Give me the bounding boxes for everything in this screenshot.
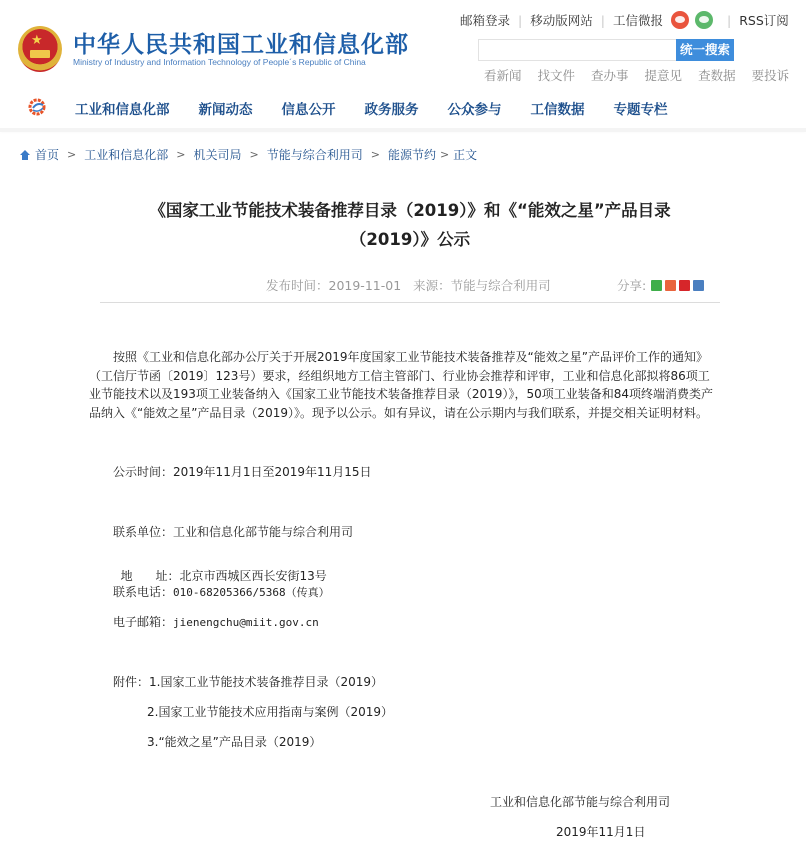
signature-org: 工业和信息化部节能与综合利用司 <box>490 795 671 809</box>
main-nav <box>0 88 806 128</box>
publicity-period-value: 2019年11月1日至2019年11月15日 <box>173 465 372 479</box>
search-input[interactable] <box>479 41 675 61</box>
nav-item-miit[interactable]: 工业和信息化部 <box>75 102 170 118</box>
nav-item-public-participation[interactable]: 公众参与 <box>447 102 502 118</box>
phone-value: 010-68205366/5368（传真） <box>173 586 330 599</box>
email-label: 电子邮箱： <box>113 615 174 629</box>
breadcrumb-home[interactable]: 首页 <box>35 148 60 162</box>
publicity-period-label: 公示时间： <box>113 465 174 479</box>
attachment-link-2[interactable]: 2.国家工业节能技术应用指南与案例（2019） <box>147 705 393 719</box>
contact-unit <box>113 523 353 540</box>
unified-search-button[interactable]: 统一搜索 <box>676 39 734 61</box>
publicity-period <box>113 463 372 480</box>
article-title-line2: （2019）》公示 <box>349 230 471 249</box>
mobile-site-link[interactable]: 移动版网站 <box>530 13 593 28</box>
address <box>113 553 327 584</box>
breadcrumb-energy-dept[interactable]: 节能与综合利用司 <box>266 148 363 162</box>
address-value: 北京市西城区西长安街13号 <box>179 569 327 583</box>
mail-login-link[interactable]: 邮箱登录 <box>460 13 511 28</box>
breadcrumb-miit[interactable]: 工业和信息化部 <box>84 148 169 162</box>
quick-link-news[interactable]: 看新闻 <box>484 68 522 83</box>
divider: | <box>600 12 605 28</box>
renren-share-icon[interactable] <box>679 280 690 291</box>
social-links <box>671 11 719 29</box>
nav-item-data[interactable]: 工信数据 <box>530 102 585 118</box>
site-subtitle: Ministry of Industry and Information Technology of People´s Republic of China <box>73 57 366 67</box>
share-label: 分享: <box>617 278 647 293</box>
breadcrumb-departments[interactable]: 机关司局 <box>193 148 242 162</box>
breadcrumb-separator: > <box>67 148 77 161</box>
divider: | <box>726 12 732 28</box>
attachment-link-3[interactable]: 3.“能效之星”产品目录（2019） <box>147 735 322 749</box>
attachment-1 <box>113 673 383 690</box>
site-title[interactable]: 中华人民共和国工业和信息化部 <box>73 32 409 58</box>
breadcrumb-separator: > <box>370 148 380 161</box>
top-links <box>460 11 789 29</box>
breadcrumb-current: 正文 <box>453 148 478 162</box>
weibo-share-icon[interactable] <box>665 280 676 291</box>
phone-label: 联系电话： <box>113 585 174 599</box>
weibao-link[interactable]: 工信微报 <box>612 13 663 28</box>
qq-share-icon[interactable] <box>693 280 704 291</box>
quick-link-feedback[interactable]: 提意见 <box>644 68 683 83</box>
nav-divider <box>0 128 806 132</box>
home-icon <box>19 149 31 161</box>
breadcrumb-separator: > <box>439 148 450 161</box>
nav-items <box>75 98 697 118</box>
email-value[interactable]: jienengchu@miit.gov.cn <box>173 616 319 629</box>
wechat-share-icon[interactable] <box>651 280 662 291</box>
contact-unit-label: 联系单位： <box>113 525 174 539</box>
wechat-icon[interactable] <box>695 11 713 29</box>
article-meta <box>266 276 559 294</box>
weibo-icon[interactable] <box>671 11 689 29</box>
nav-item-info-disclosure[interactable]: 信息公开 <box>281 102 336 118</box>
article-title-line1: 《国家工业节能技术装备推荐目录（2019）》和《“能效之星”产品目录 <box>149 201 671 220</box>
meta-divider <box>100 302 720 303</box>
breadcrumb-energy-saving[interactable]: 能源节约 <box>387 148 436 162</box>
article-body-paragraph: 按照《工业和信息化部办公厅关于开展2019年度国家工业节能技术装备推荐及“能效之星”产品评价工作的通知》（工信厅节函〔2019〕123号）要求，经组织地方工信主管部门、行业协会推荐和评审，工业和信息化部拟将86项工业节能技术以及193项工业装备纳入《国家工业节能技术装备推荐目录（2019）》，50项工业装备和84项终端消费类产品纳入《“能效之星”产品目录（2019）》。现予以公示。如有异议，请在公示期内与我们联系，并提交相关证明材料。 <box>89 350 713 420</box>
quick-link-services[interactable]: 查办事 <box>591 68 629 83</box>
nav-item-special-topics[interactable]: 专题专栏 <box>613 102 668 118</box>
quick-link-documents[interactable]: 找文件 <box>537 68 576 83</box>
signature-date: 2019年11月1日 <box>556 825 646 839</box>
phone <box>113 583 330 600</box>
quick-links <box>484 66 805 84</box>
nav-item-news[interactable]: 新闻动态 <box>198 102 253 118</box>
breadcrumb-separator: > <box>249 148 259 161</box>
divider: | <box>518 12 523 28</box>
quick-link-data[interactable]: 查数据 <box>698 68 736 83</box>
attachment-link-1[interactable]: 1.国家工业节能技术装备推荐目录（2019） <box>149 675 384 689</box>
gate-icon <box>30 50 50 58</box>
national-emblem-logo[interactable] <box>18 26 62 72</box>
rss-link[interactable]: RSS订阅 <box>739 13 789 28</box>
search-box <box>478 39 734 61</box>
miit-gear-logo-icon[interactable] <box>28 98 48 116</box>
breadcrumb-separator: > <box>176 148 186 161</box>
quick-link-complaint[interactable]: 要投诉 <box>751 68 790 83</box>
email <box>113 613 319 630</box>
breadcrumb <box>19 146 477 163</box>
publish-date: 发布时间：2019-11-01 <box>266 278 402 293</box>
address-label: 地 址： <box>120 569 180 583</box>
site-header <box>0 0 806 88</box>
share-bar <box>617 276 704 294</box>
contact-unit-value: 工业和信息化部节能与综合利用司 <box>173 525 354 539</box>
article-source: 来源：节能与综合利用司 <box>413 278 551 293</box>
attachments-label: 附件： <box>113 675 150 689</box>
star-icon: ★ <box>31 33 43 48</box>
attachment-2 <box>147 703 393 720</box>
article-title <box>100 196 720 254</box>
attachment-3 <box>147 733 321 750</box>
nav-item-gov-services[interactable]: 政务服务 <box>364 102 419 118</box>
